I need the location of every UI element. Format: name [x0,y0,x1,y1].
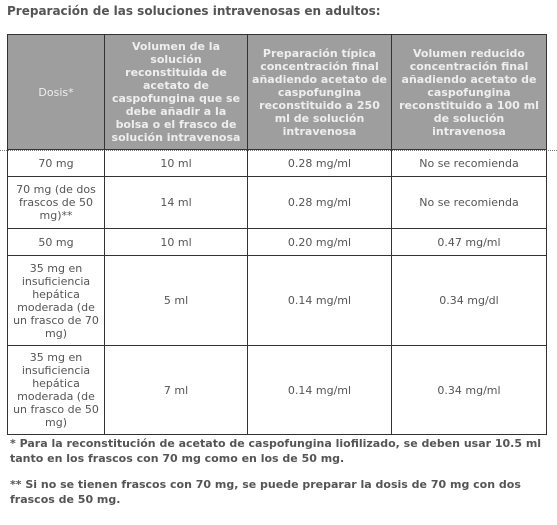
cell-typical-concentration: 0.28 mg/ml [248,150,392,177]
cell-volume: 14 ml [105,177,248,229]
cell-dose: 35 mg en insuficiencia hepática moderada (de un frasco de 70 mg) [8,256,105,346]
footnote-two-vials: ** Si no se tienen frascos con 70 mg, se puede preparar la dosis de 70 mg con dos frascos de 50 mg. [10,478,521,506]
header-reconstituted-volume: Volumen de la solución reconstituida de acetato de caspofungina que se debe añadir a la bolsa o el frasco de solución intravenosa [105,35,248,150]
table-row [8,256,547,346]
cell-typical-concentration: 0.14 mg/ml [248,256,392,346]
cell-typical-concentration: 0.20 mg/ml [248,229,392,256]
table-row [8,229,547,256]
table-row [8,150,547,177]
cell-volume: 10 ml [105,229,248,256]
cell-dose: 70 mg [8,150,105,177]
cell-dose: 50 mg [8,229,105,256]
footnotes [10,436,546,507]
dose-preparation-table [7,34,547,435]
table-header-row [8,35,547,150]
header-typical-preparation: Preparación típica concentración final añadiendo acetato de caspofungina reconstituido a 250 ml de solución intravenosa [248,35,392,150]
table-row [8,346,547,435]
cell-reduced-concentration: No se recomienda [392,177,547,229]
table-row [8,177,547,229]
header-dose: Dosis* [8,35,105,150]
cell-dose: 35 mg en insuficiencia hepática moderada (de un frasco de 50 mg) [8,346,105,435]
cell-typical-concentration: 0.28 mg/ml [248,177,392,229]
cell-typical-concentration: 0.14 mg/ml [248,346,392,435]
cell-volume: 7 ml [105,346,248,435]
cell-reduced-concentration: No se recomienda [392,150,547,177]
footnote-reconstitution: * Para la reconstitución de acetato de caspofungina liofilizado, se deben usar 10.5 ml tanto en los frascos con 70 mg como en los de 50 mg. [10,437,542,465]
page-title: Preparación de las soluciones intravenosas en adultos: [7,4,381,18]
cell-reduced-concentration: 0.34 mg/dl [392,256,547,346]
header-reduced-volume: Volumen reducido concentración final añadiendo acetato de caspofungina reconstituido a 100 ml de solución intravenosa [392,35,547,150]
cell-volume: 5 ml [105,256,248,346]
cell-volume: 10 ml [105,150,248,177]
cell-dose: 70 mg (de dos frascos de 50 mg)** [8,177,105,229]
cell-reduced-concentration: 0.34 mg/ml [392,346,547,435]
cell-reduced-concentration: 0.47 mg/ml [392,229,547,256]
